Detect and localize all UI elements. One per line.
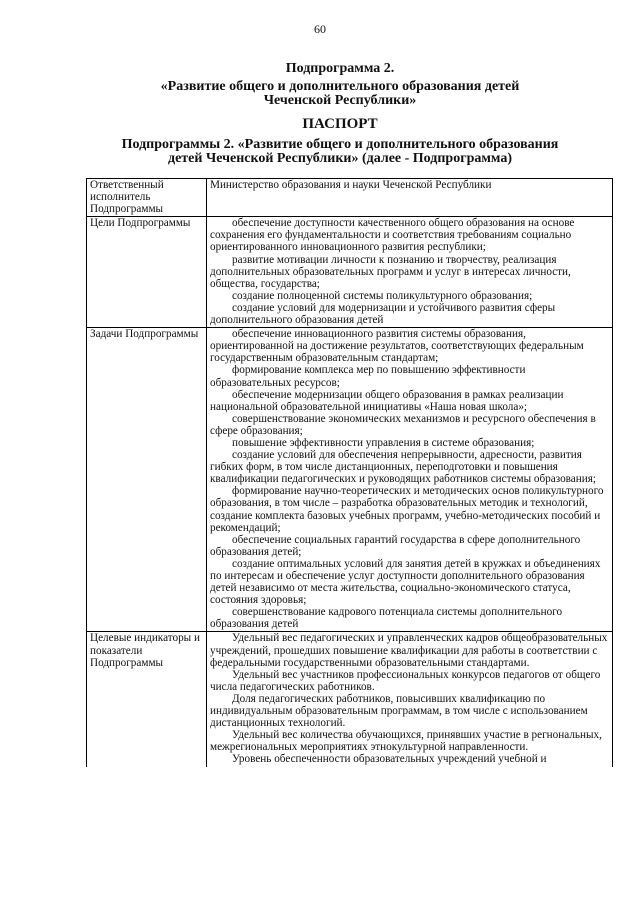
content-paragraph: создание условий для модернизации и устойчивого развития сферы дополнительного образования детей (210, 301, 556, 327)
content-paragraph: совершенствование кадрового потенциала системы дополнительного образования детей (210, 606, 563, 631)
table-row-tasks (87, 328, 613, 632)
row-content (207, 328, 613, 632)
table-row-indicators (87, 632, 613, 767)
passport-heading: ПАСПОРТ (302, 116, 378, 132)
content-paragraph: обеспечение доступности качественного общего образования на основе сохранения его фундаментальности и соответствия требованиям социально ориентированного инновационного развития республики; (210, 217, 575, 254)
content-paragraph: Удельный вес количества обучающихся, принявших участие в регнональных, межрегиональных мероприятиях этнокультурной направленности. (210, 729, 602, 754)
content-paragraph: формирование научно-теоретических и методических основ поликультурного образования, в том числе – разработка образовательных методик и технологий, создание комплекта базовых учебных программ, учебно-методических пособий и рекомендаций; (210, 485, 604, 534)
content-paragraph: Удельный вес педагогических и управленческих кадров общеобразовательных учреждений, прошедших повышение квалификации для работы в соответствии с федеральными государственными образовательными стандартами. (210, 632, 608, 669)
content-paragraph: повышение эффективности управления в системе образования; (232, 436, 535, 449)
content-paragraph: Доля педагогических работников, повысивших квалификацию по индивидуальным образовательным программам, в том числе с использованием дистанционных технологий. (210, 692, 588, 730)
row-label: Целевые индикаторы и показатели Подпрограммы (87, 632, 207, 767)
passport-title-line-2: детей Чеченской Республики» (далее - Подпрограмма) (168, 151, 512, 166)
content-paragraph: создание условий для обеспечения непрерывности, адресности, развития гибких форм, в том числе дистанционных, переподготовки и повышения квалификации педагогических и руководящих работников системы образования; (210, 449, 596, 486)
table-row-responsible (87, 179, 613, 217)
row-content (207, 632, 613, 767)
row-content (207, 179, 613, 217)
content-paragraph: совершенствование экономических механизмов и ресурсного обеспечения в сфере образования; (210, 412, 596, 437)
content-paragraph: формирование комплекса мер по повышению эффективности образовательных ресурсов; (210, 364, 526, 389)
row-content (207, 217, 613, 328)
subprogram-name-line-2: Чеченской Республики» (263, 93, 417, 108)
content-paragraph: создание полноценной системы поликультурного образования; (232, 289, 533, 302)
content-paragraph: развитие мотивации личности к познанию и творчеству, реализация дополнительных образовательных программ и услуг в интересах личности, общества, государства; (210, 253, 571, 290)
subprogram-heading: Подпрограмма 2. (285, 61, 395, 76)
passport-title-line-1: Подпрограммы 2. «Развитие общего и дополнительного образования (121, 137, 559, 152)
content-paragraph: обеспечение инновационного развития системы образования, ориентированной на достижение результатов, соответствующих федеральным государственным образовательным стандартам; (210, 328, 584, 365)
table-row-goals (87, 217, 613, 328)
content-paragraph: Удельный вес участников профессиональных конкурсов педагогов от общего числа педагогических работников. (210, 668, 601, 693)
row-label: Ответственный исполнитель Подпрограммы (87, 179, 207, 217)
subprogram-name-line-1: «Развитие общего и дополнительного образования детей (160, 79, 520, 94)
page-number: 60 (314, 22, 326, 36)
content-paragraph: Уровень обеспеченности образовательных учреждений учебной и (232, 753, 547, 766)
content-paragraph: обеспечение социальных гарантий государства в сфере дополнительного образования детей; (210, 533, 581, 558)
content-paragraph: Министерство образования и науки Чеченской Республики (210, 179, 492, 191)
content-paragraph: создание оптимальных условий для занятия детей в кружках и объединениях по интересам и обеспечение услуг доступности дополнительного образования детей независимо от места жительства, социально-экономического статуса, состояния здоровья; (210, 557, 601, 607)
content-paragraph: обеспечение модернизации общего образования в рамках реализации национальной образовательной инициативы «Наша новая школа»; (210, 388, 564, 413)
row-label: Цели Подпрограммы (87, 217, 207, 328)
row-label: Задачи Подпрограммы (87, 328, 207, 632)
passport-table (86, 178, 613, 767)
